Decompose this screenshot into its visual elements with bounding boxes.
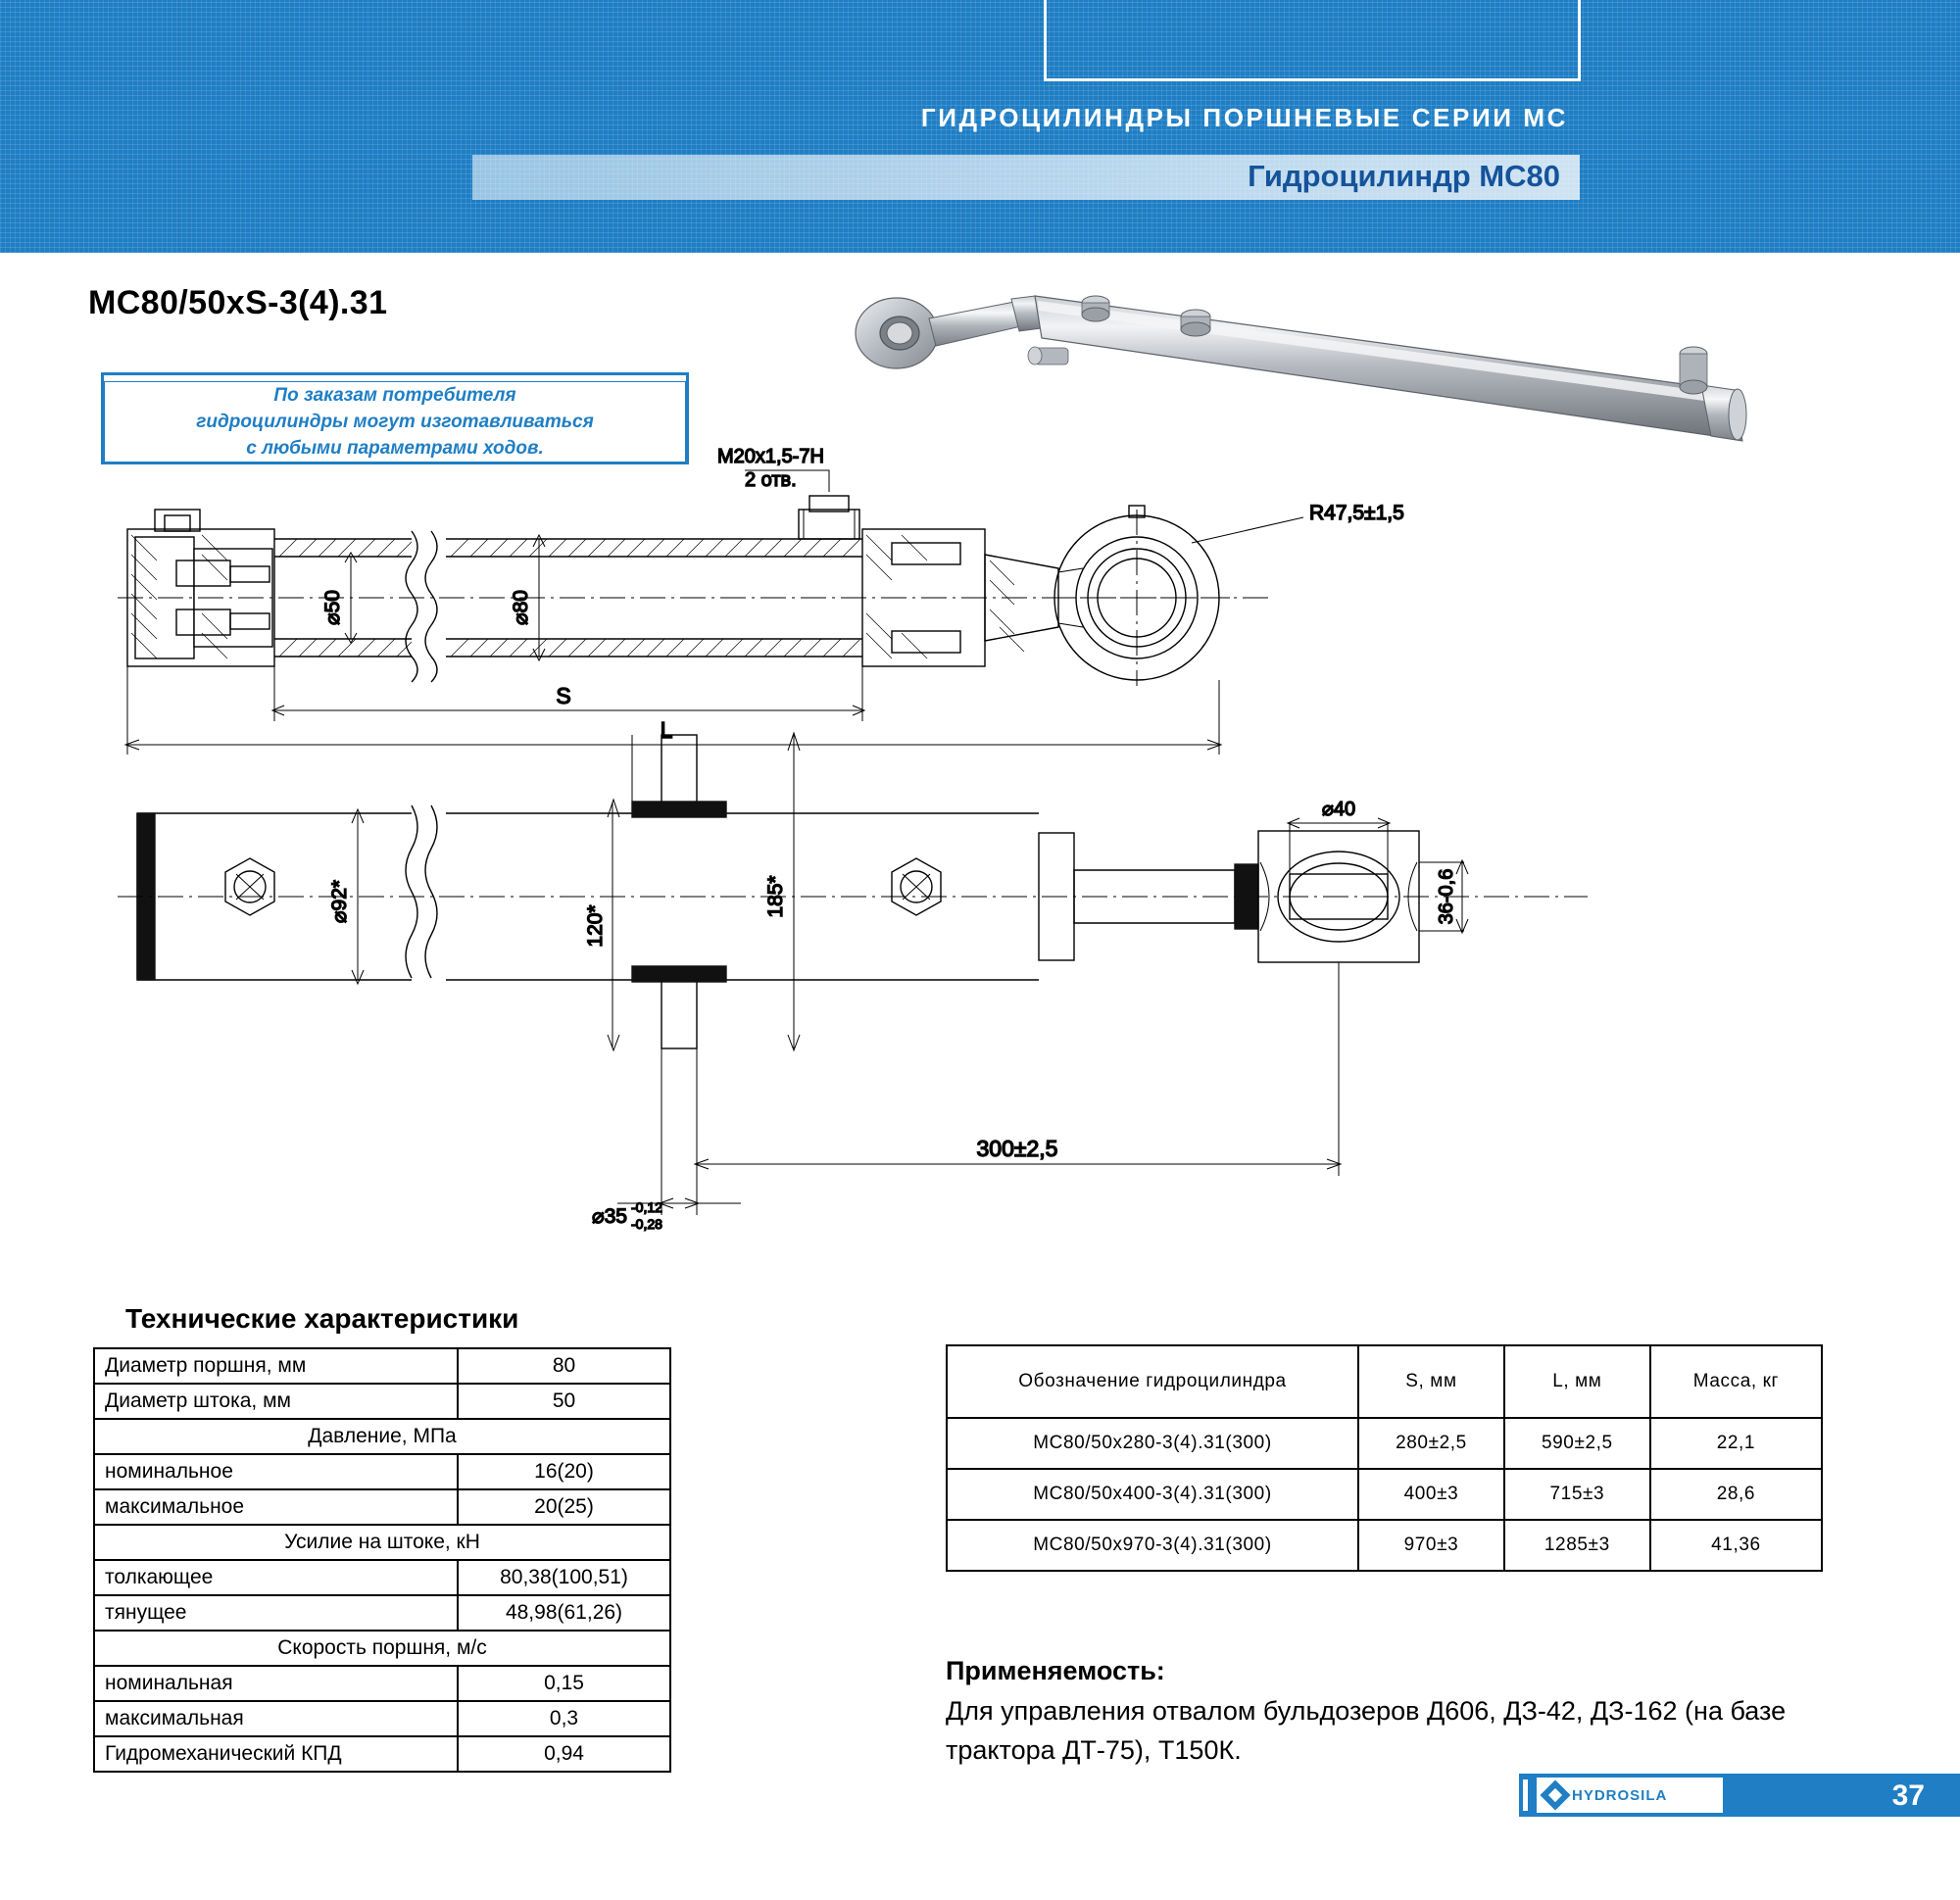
spec-value: 50 — [458, 1384, 670, 1419]
spec-value: 48,98(61,26) — [458, 1595, 670, 1631]
spec-label: Диаметр поршня, мм — [94, 1348, 458, 1384]
diamond-logo-icon — [1540, 1779, 1570, 1810]
svg-text:36-0,6: 36-0,6 — [1436, 868, 1457, 925]
spec-value: 0,94 — [458, 1736, 670, 1772]
page-header — [0, 0, 1960, 253]
cell-designation: МС80/50х400-3(4).31(300) — [947, 1469, 1358, 1520]
spec-value: 0,15 — [458, 1666, 670, 1701]
cell-l: 715±3 — [1504, 1469, 1650, 1520]
company-logo-text: HYDROSILA — [1572, 1786, 1668, 1804]
table-header-row — [947, 1345, 1822, 1418]
spec-section-label: Скорость поршня, м/с — [94, 1631, 670, 1666]
svg-text:R47,5±1,5: R47,5±1,5 — [1309, 502, 1404, 524]
cell-designation: МС80/50х970-3(4).31(300) — [947, 1520, 1358, 1571]
svg-text:M20x1,5-7H: M20x1,5-7H — [717, 446, 824, 467]
render-port-2 — [1181, 310, 1210, 336]
spec-value: 80 — [458, 1348, 670, 1384]
company-logo — [1537, 1778, 1723, 1813]
svg-text:L: L — [660, 717, 673, 743]
col-header-s: S, мм — [1358, 1345, 1504, 1418]
svg-text:300±2,5: 300±2,5 — [976, 1136, 1058, 1161]
spec-value: 0,3 — [458, 1701, 670, 1736]
table-row — [94, 1736, 670, 1772]
spec-label: Диаметр штока, мм — [94, 1384, 458, 1419]
header-series-label: ГИДРОЦИЛИНДРЫ ПОРШНЕВЫЕ СЕРИИ МС — [920, 103, 1568, 132]
svg-text:⌀50: ⌀50 — [321, 589, 344, 626]
drawing-outline-view — [118, 733, 1588, 1232]
col-header-designation: Обозначение гидроцилиндра — [947, 1345, 1358, 1418]
svg-text:⌀80: ⌀80 — [510, 589, 532, 626]
table-row — [94, 1631, 670, 1666]
table-row — [947, 1418, 1822, 1469]
header-rule-vertical-left — [1044, 0, 1047, 80]
note-line-1: По заказам потребителя — [273, 385, 516, 406]
render-port-1 — [1082, 296, 1109, 321]
note-line-2: гидроцилиндры могут изготавливаться — [196, 412, 594, 432]
custom-order-note-inner — [104, 381, 686, 463]
table-row — [94, 1701, 670, 1736]
col-header-l: L, мм — [1504, 1345, 1650, 1418]
model-code: МС80/50xS-3(4).31 — [88, 284, 388, 321]
svg-text:120*: 120* — [584, 904, 607, 948]
header-rule-horizontal — [1044, 78, 1581, 81]
cell-s: 400±3 — [1358, 1469, 1504, 1520]
spec-label: толкающее — [94, 1560, 458, 1595]
note-line-3: с любыми параметрами ходов. — [246, 438, 544, 459]
render-lug-lower — [1028, 347, 1068, 365]
cell-s: 970±3 — [1358, 1520, 1504, 1571]
svg-text:185*: 185* — [764, 875, 787, 918]
svg-text:⌀92*: ⌀92* — [328, 879, 351, 924]
spec-section-label: Усилие на штоке, кН — [94, 1525, 670, 1560]
cell-l: 1285±3 — [1504, 1520, 1650, 1571]
spec-label: номинальная — [94, 1666, 458, 1701]
table-row — [94, 1419, 670, 1454]
header-rule-vertical-right — [1578, 0, 1581, 80]
port-hex-left — [225, 858, 274, 915]
spec-table — [93, 1347, 671, 1773]
custom-order-note — [101, 372, 689, 464]
svg-text:S: S — [556, 683, 571, 708]
spec-value: 80,38(100,51) — [458, 1560, 670, 1595]
applicability-title: Применяемость: — [946, 1656, 1165, 1685]
svg-text:⌀40: ⌀40 — [1321, 799, 1356, 820]
svg-text:-0,12: -0,12 — [631, 1199, 662, 1215]
table-row — [94, 1595, 670, 1631]
spec-label: максимальная — [94, 1701, 458, 1736]
port-hex-right — [892, 858, 941, 915]
svg-text:⌀35: ⌀35 — [591, 1205, 627, 1228]
render-rod-eye — [856, 298, 938, 368]
table-row — [947, 1520, 1822, 1571]
spec-value: 16(20) — [458, 1454, 670, 1489]
table-row — [94, 1348, 670, 1384]
cell-mass: 41,36 — [1650, 1520, 1822, 1571]
spec-label: тянущее — [94, 1595, 458, 1631]
designation-table — [946, 1344, 1823, 1572]
spec-value: 20(25) — [458, 1489, 670, 1525]
table-row — [94, 1560, 670, 1595]
render-port-3 — [1680, 347, 1707, 394]
cell-s: 280±2,5 — [1358, 1418, 1504, 1469]
spec-section-label: Давление, МПа — [94, 1419, 670, 1454]
page-number: 37 — [1891, 1779, 1925, 1812]
spec-label: максимальное — [94, 1489, 458, 1525]
applicability-text: Для управления отвалом бульдозеров Д606, ДЗ-42, ДЗ-162 (на базе трактора ДТ-75), Т150К. — [946, 1696, 1787, 1765]
col-header-mass: Масса, кг — [1650, 1345, 1822, 1418]
cell-l: 590±2,5 — [1504, 1418, 1650, 1469]
table-row — [94, 1489, 670, 1525]
page-title: Гидроцилиндр МС80 — [1248, 159, 1560, 193]
spec-label: номинальное — [94, 1454, 458, 1489]
spec-label: Гидромеханический КПД — [94, 1736, 458, 1772]
cylinder-3d-render — [843, 279, 1764, 505]
svg-text:2 отв.: 2 отв. — [745, 469, 797, 491]
footer-bar — [1519, 1774, 1960, 1817]
table-row — [94, 1666, 670, 1701]
footer-tick — [1523, 1779, 1528, 1811]
svg-text:-0,28: -0,28 — [631, 1216, 662, 1232]
table-row — [947, 1469, 1822, 1520]
cell-mass: 28,6 — [1650, 1469, 1822, 1520]
cell-designation: МС80/50х280-3(4).31(300) — [947, 1418, 1358, 1469]
table-row — [94, 1525, 670, 1560]
table-row — [94, 1454, 670, 1489]
cell-mass: 22,1 — [1650, 1418, 1822, 1469]
page-footer — [1519, 1774, 1960, 1821]
spec-table-title: Технические характеристики — [125, 1303, 519, 1334]
table-row — [94, 1384, 670, 1419]
